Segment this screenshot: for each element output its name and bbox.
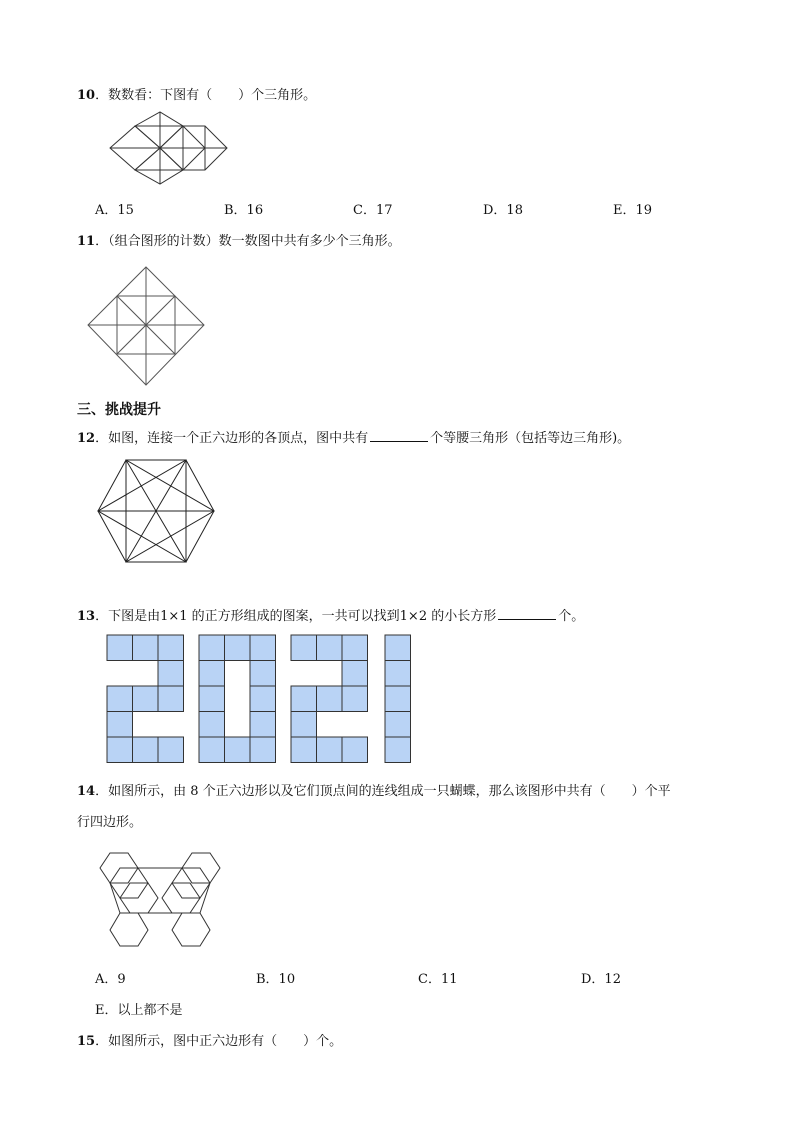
grid-square — [199, 686, 225, 712]
grid-square — [225, 635, 251, 661]
question-text-after: 个。 — [558, 609, 585, 624]
grid-square — [291, 737, 317, 763]
question-text: ．如图所示，图中正六边形有（ ）个。 — [95, 1034, 343, 1049]
section-title: 三、挑战提升 — [77, 402, 161, 418]
option-b[interactable]: B．10 — [256, 972, 296, 987]
grid-square — [199, 737, 225, 763]
question-text: ．如图所示，由 8 个正六边形以及它们顶点间的连线组成一只蝴蝶，那么该图形中共有（ ）个平 — [95, 784, 671, 799]
grid-square — [133, 635, 159, 661]
grid-square — [317, 737, 343, 763]
grid-square — [225, 737, 251, 763]
grid-square — [107, 635, 133, 661]
grid-square — [158, 635, 184, 661]
grid-square — [342, 661, 368, 687]
q12-hexagon-figure — [95, 458, 217, 564]
grid-square — [158, 661, 184, 687]
grid-square — [250, 737, 276, 763]
grid-square — [342, 686, 368, 712]
question-10 — [77, 84, 316, 103]
option-a[interactable]: A．15 — [95, 203, 134, 218]
grid-square — [199, 635, 225, 661]
grid-square — [291, 686, 317, 712]
option-e[interactable]: E．19 — [613, 203, 653, 218]
option-c[interactable]: C．17 — [353, 203, 393, 218]
grid-square — [385, 686, 411, 712]
question-11 — [77, 230, 401, 249]
option-e[interactable]: E．以上都不是 — [95, 1003, 183, 1018]
grid-square — [107, 712, 133, 738]
grid-square — [317, 635, 343, 661]
question-number: 12 — [77, 431, 96, 446]
grid-square — [317, 686, 343, 712]
grid-square — [291, 635, 317, 661]
grid-square — [158, 737, 184, 763]
grid-square — [385, 737, 411, 763]
question-number: 15 — [77, 1034, 96, 1049]
grid-square — [385, 635, 411, 661]
grid-square — [342, 635, 368, 661]
question-number: 11 — [77, 234, 96, 249]
grid-square — [250, 686, 276, 712]
question-12 — [77, 427, 630, 446]
question-14 — [77, 780, 671, 799]
grid-square — [342, 737, 368, 763]
q13-2021-squares-figure — [107, 635, 412, 765]
grid-square — [385, 712, 411, 738]
grid-square — [250, 635, 276, 661]
q10-triangle-fish-figure — [105, 108, 235, 188]
q11-diamond-figure — [85, 265, 207, 389]
grid-square — [250, 661, 276, 687]
option-c[interactable]: C．11 — [418, 972, 458, 987]
question-text: ．如图，连接一个正六边形的各顶点，图中共有 — [95, 431, 369, 446]
question-14-line2: 行四边形。 — [77, 815, 143, 830]
question-number: 13 — [77, 609, 96, 624]
question-number: 14 — [77, 784, 96, 799]
grid-square — [133, 737, 159, 763]
option-d[interactable]: D．18 — [483, 203, 523, 218]
question-15 — [77, 1030, 342, 1049]
question-text: ．数数看：下图有（ ）个三角形。 — [95, 88, 317, 103]
question-text-after: 个等腰三角形（包括等边三角形)。 — [430, 431, 631, 446]
grid-square — [385, 661, 411, 687]
answer-blank[interactable] — [498, 607, 556, 620]
grid-square — [107, 686, 133, 712]
question-13 — [77, 605, 584, 624]
grid-square — [158, 686, 184, 712]
grid-square — [133, 686, 159, 712]
option-a[interactable]: A．9 — [95, 972, 126, 987]
option-d[interactable]: D．12 — [581, 972, 621, 987]
option-b[interactable]: B．16 — [224, 203, 264, 218]
grid-square — [291, 712, 317, 738]
grid-square — [250, 712, 276, 738]
grid-square — [199, 661, 225, 687]
question-text: ．下图是由1×1 的正方形组成的图案，一共可以找到1×2 的小长方形 — [95, 609, 497, 624]
grid-square — [107, 737, 133, 763]
grid-square — [199, 712, 225, 738]
answer-blank[interactable] — [370, 429, 428, 442]
question-number: 10 — [77, 88, 96, 103]
q14-butterfly-hexagons-figure — [98, 850, 222, 950]
question-text: ．（组合图形的计数）数一数图中共有多少个三角形。 — [95, 234, 401, 249]
